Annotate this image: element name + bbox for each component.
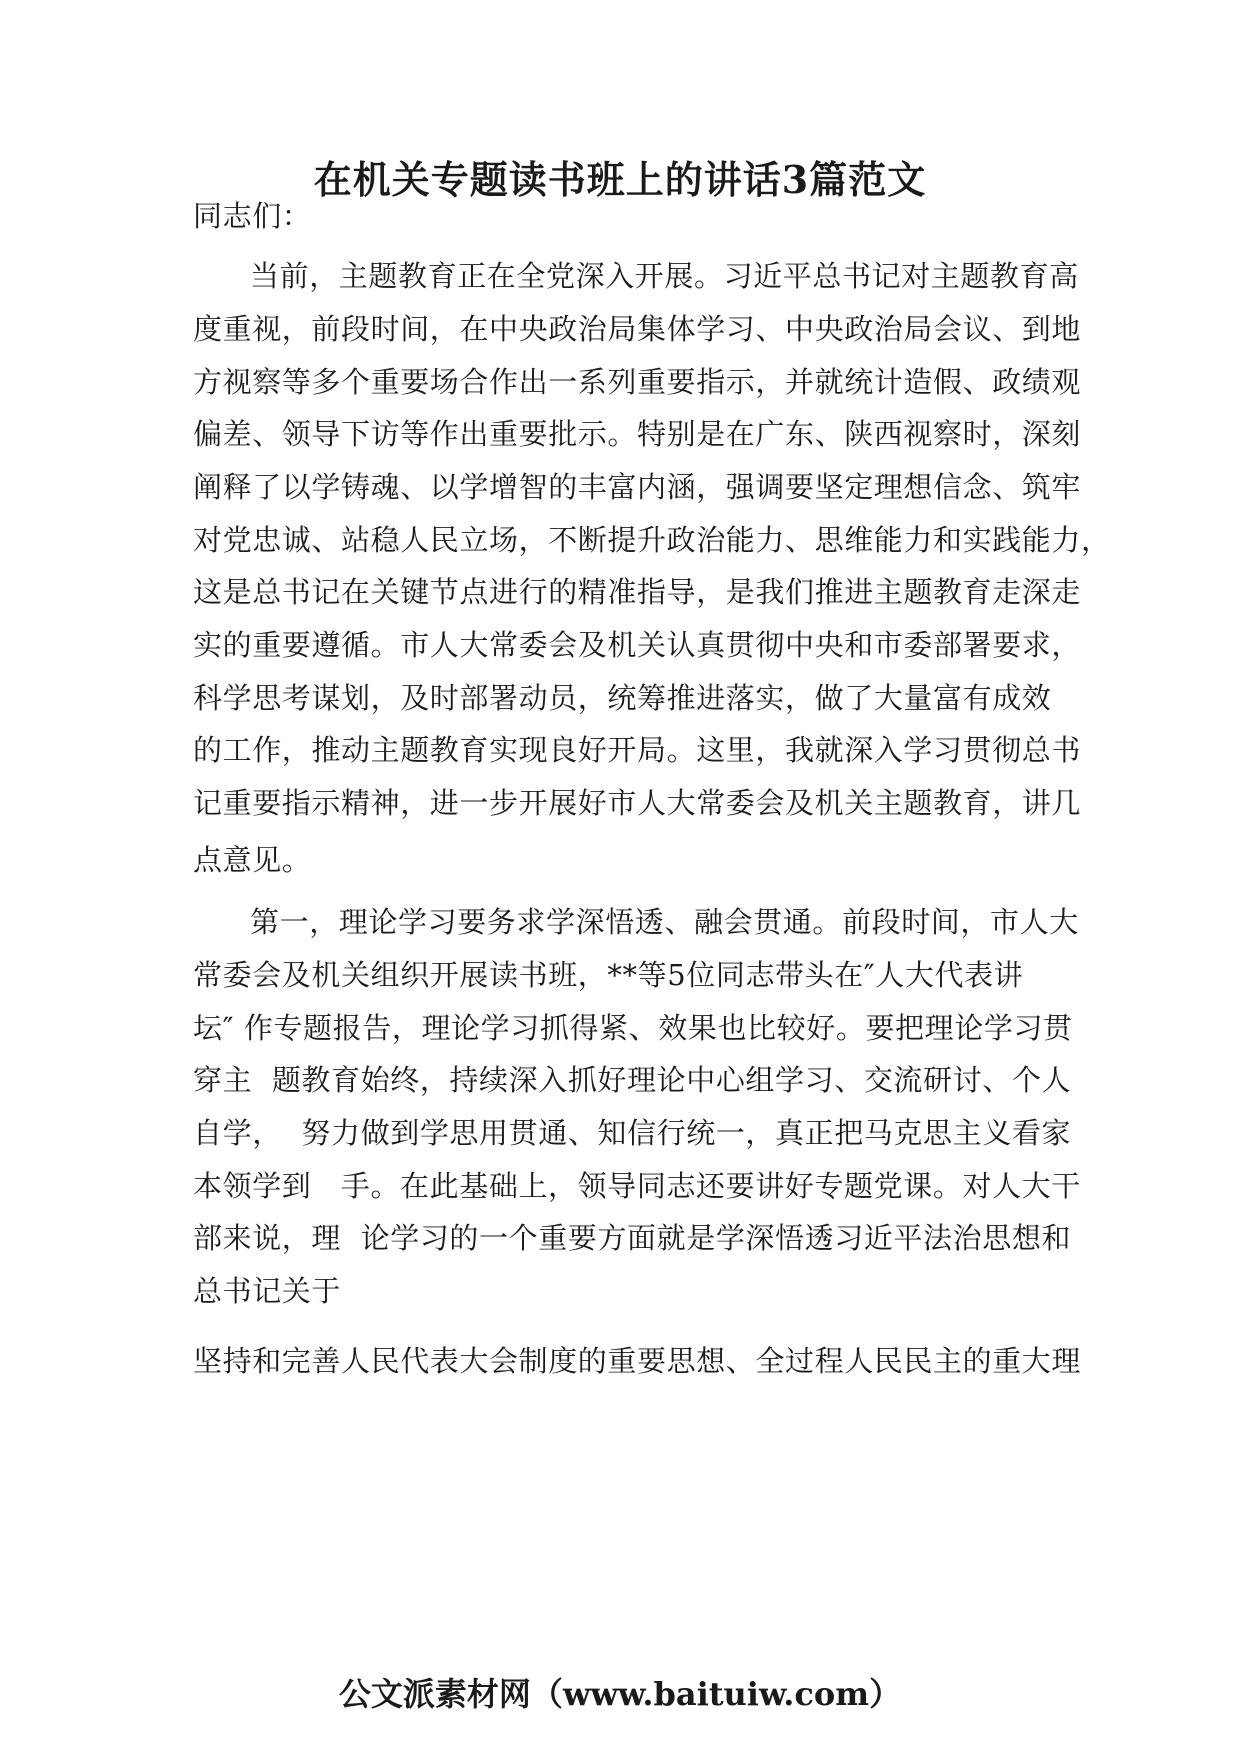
paragraph-1-line: 偏差、领导下访等作出重要批示。特别是在广东、陕西视察时，深刻	[193, 417, 1082, 451]
paragraph-1-line: 度重视，前段时间，在中央政治局集体学习、中央政治局会议、到地	[193, 312, 1082, 346]
paragraph-1-line: 点意见。	[193, 843, 312, 877]
paragraph-2-line: 本领学到 手。在此基础上，领导同志还要讲好专题党课。对人大干	[193, 1169, 1081, 1203]
paragraph-2-line: 总书记关于	[193, 1274, 342, 1308]
document-title: 在机关专题读书班上的讲话3篇范文	[313, 157, 927, 202]
paragraph-1-line: 对党忠诚、站稳人民立场，不断提升政治能力、思维能力和实践能力，	[193, 523, 1111, 557]
footer-watermark: 公文派素材网（www.baituiw.com）	[338, 1675, 902, 1713]
paragraph-2-line: 坛″ 作专题报告，理论学习抓得紧、效果也比较好。要把理论学习贯	[193, 1011, 1073, 1045]
paragraph-2-line: 部来说，理 论学习的一个重要方面就是学深悟透习近平法治思想和	[193, 1221, 1072, 1255]
paragraph-1-line: 阐释了以学铸魂、以学增智的丰富内涵，强调要坚定理想信念、筑牢	[193, 470, 1082, 504]
salutation: 同志们：	[193, 199, 312, 233]
paragraph-2-line: 第一，理论学习要务求学深悟透、融会贯通。前段时间，市人大	[250, 905, 1079, 939]
paragraph-3-line: 坚持和完善人民代表大会制度的重要思想、全过程人民民主的重大理	[193, 1344, 1082, 1378]
paragraph-2-line: 穿主 题教育始终，持续深入抓好理论中心组学习、交流研讨、个人	[193, 1063, 1072, 1097]
paragraph-2-line: 自学， 努力做到学思用贯通、知信行统一，真正把马克思主义看家	[193, 1116, 1072, 1150]
paragraph-1-line: 方视察等多个重要场合作出一系列重要指示，并就统计造假、政绩观	[193, 365, 1082, 399]
paragraph-2-line: 常委会及机关组织开展读书班，**等5位同志带头在″人大代表讲	[193, 958, 1024, 992]
paragraph-1-line: 记重要指示精神，进一步开展好市人大常委会及机关主题教育，讲几	[193, 786, 1082, 820]
paragraph-1-line: 的工作，推动主题教育实现良好开局。这里，我就深入学习贯彻总书	[193, 733, 1082, 767]
paragraph-1-line: 这是总书记在关键节点进行的精准指导，是我们推进主题教育走深走	[193, 575, 1082, 609]
paragraph-1-line: 科学思考谋划，及时部署动员，统筹推进落实，做了大量富有成效	[193, 681, 1052, 715]
paragraph-1-line: 当前，主题教育正在全党深入开展。习近平总书记对主题教育高	[250, 259, 1079, 293]
paragraph-1-line: 实的重要遵循。市人大常委会及机关认真贯彻中央和市委部署要求，	[193, 628, 1082, 662]
